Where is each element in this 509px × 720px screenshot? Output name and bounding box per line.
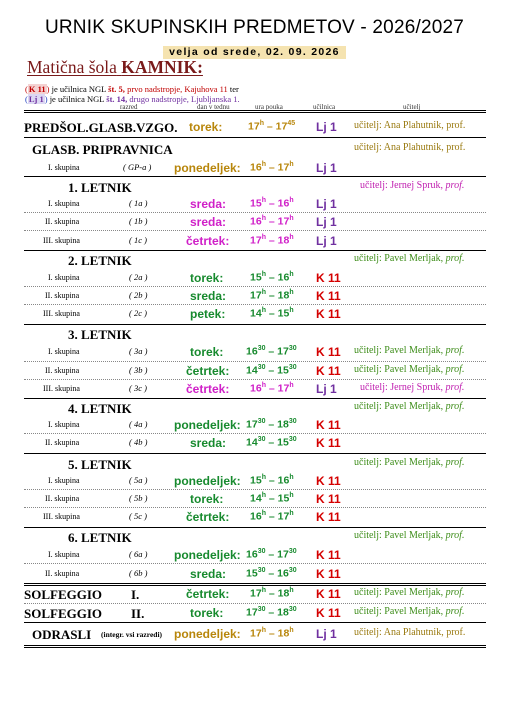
time: 16$^h$ – 17$^h$ <box>250 215 294 228</box>
day: ponedeljek: <box>174 474 241 488</box>
class-code: ( 3a ) <box>129 346 148 356</box>
day: petek: <box>190 307 226 321</box>
level: I. <box>131 587 140 602</box>
group: III. skupina <box>43 309 80 318</box>
teacher: učitelj: Jernej Spruk, prof. <box>360 180 465 191</box>
group: II. skupina <box>45 494 80 503</box>
location-note-k11: (K 11) je učilnica NGL št. 5, prvo nadstropje, Kajuhova 11 ter <box>25 84 239 94</box>
group: I. skupina <box>48 476 80 485</box>
time: 16$^h$ – 17$^h$ <box>250 161 294 174</box>
subject-name: PREDŠOL.GLASB.VZGO. <box>24 120 178 135</box>
class-code: ( GP-a ) <box>123 162 152 172</box>
section-title: 4. LETNIK <box>68 401 132 416</box>
time: 15$^h$ – 16$^h$ <box>250 271 294 284</box>
section-title: 6. LETNIK <box>68 530 132 545</box>
class-code: ( 1c ) <box>129 235 147 245</box>
time: $14^{30} - 15^{30}$ <box>246 364 297 377</box>
divider <box>24 137 486 138</box>
time: $16^{30} - 17^{30}$ <box>246 548 297 561</box>
class-code: ( 4b ) <box>129 437 148 447</box>
teacher: učitelj: Pavel Merljak, prof. <box>354 253 465 264</box>
class-code: ( 2b ) <box>129 290 148 300</box>
room: Lj 1 <box>316 161 337 175</box>
class-code: ( 5b ) <box>129 493 148 503</box>
time: 14$^h$ – 15$^h$ <box>250 492 294 505</box>
group: I. skupina <box>48 347 80 356</box>
teacher: učitelj: Ana Plahutnik, prof. <box>354 142 466 153</box>
day: sreda: <box>190 567 227 581</box>
day: torek: <box>190 345 224 359</box>
day: sreda: <box>190 289 227 303</box>
time: 17$^h$ – 18$^h$ <box>250 289 294 302</box>
day: torek: <box>189 120 223 134</box>
group: III. skupina <box>43 384 80 393</box>
room: K 11 <box>316 271 341 285</box>
time: $16^{30} - 17^{30}$ <box>246 345 297 358</box>
day: četrtek: <box>186 510 230 524</box>
col-header-day: dan v tednu <box>197 103 230 111</box>
section-title: GLASB. PRIPRAVNICA <box>32 142 173 157</box>
room: Lj 1 <box>316 627 337 641</box>
group: II. skupina <box>45 438 80 447</box>
day: ponedeljek: <box>174 161 241 175</box>
day: četrtek: <box>186 587 230 601</box>
teacher: učitelj: Pavel Merljak, prof. <box>354 457 465 468</box>
section-title: 2. LETNIK <box>68 253 132 268</box>
time: $17^h - 17^{45}$ <box>248 120 296 133</box>
room: K 11 <box>316 436 341 450</box>
time: $14^{30} - 15^{30}$ <box>246 436 297 449</box>
class-code: ( 5a ) <box>129 475 148 485</box>
school-heading: Matična šola KAMNIK: <box>27 57 203 77</box>
day: četrtek: <box>186 382 230 396</box>
validity-subtitle: velja od srede, 02. 09. 2026 <box>163 46 346 59</box>
day: ponedeljek: <box>174 418 241 432</box>
teacher: učitelj: Pavel Merljak, prof. <box>354 587 465 598</box>
teacher: učitelj: Pavel Merljak, prof. <box>354 606 465 617</box>
teacher: učitelj: Jernej Spruk, prof. <box>360 382 465 393</box>
class-code: ( 3b ) <box>129 365 148 375</box>
col-header-time: ura pouka <box>255 103 283 111</box>
section-title: 3. LETNIK <box>68 327 132 342</box>
group: II. skupina <box>45 217 80 226</box>
col-header-room: učilnica <box>313 103 336 111</box>
col-header-teacher: učitelj <box>403 103 421 111</box>
section-title: 1. LETNIK <box>68 180 132 195</box>
subject-name: SOLFEGGIO <box>24 606 103 621</box>
class-code: ( 5c ) <box>129 511 147 521</box>
room: K 11 <box>316 567 341 581</box>
day: ponedeljek: <box>174 548 241 562</box>
group: II. skupina <box>45 569 80 578</box>
subject-name: SOLFEGGIO <box>24 587 103 602</box>
room: K 11 <box>316 364 341 378</box>
day: sreda: <box>190 215 227 229</box>
subject-name: ODRASLI <box>32 627 92 642</box>
class-code: ( 2a ) <box>129 272 148 282</box>
time: 17$^h$ – 18$^h$ <box>250 627 294 640</box>
day: četrtek: <box>186 234 230 248</box>
divider <box>24 176 486 177</box>
page-title: URNIK SKUPINSKIH PREDMETOV - 2026/2027 <box>44 17 465 38</box>
time: $17^{30} - 18^{30}$ <box>246 606 297 619</box>
location-note-lj1: (Lj 1) je učilnica NGL št. 14, drugo nadstropje, Ljubljanska 1. <box>25 94 240 104</box>
group: I. skupina <box>48 550 80 559</box>
day: sreda: <box>190 436 227 450</box>
teacher: učitelj: Pavel Merljak, prof. <box>354 530 465 541</box>
room: Lj 1 <box>316 197 337 211</box>
group: I. skupina <box>48 420 80 429</box>
room: Lj 1 <box>316 382 337 396</box>
day: ponedeljek: <box>174 627 241 641</box>
room: Lj 1 <box>316 234 337 248</box>
teacher: učitelj: Ana Plahutnik, prof. <box>354 120 466 131</box>
day: sreda: <box>190 197 227 211</box>
class-code: ( 2c ) <box>129 308 147 318</box>
day: četrtek: <box>186 364 230 378</box>
day: torek: <box>190 271 224 285</box>
time: 16$^h$ – 17$^h$ <box>250 510 294 523</box>
room: K 11 <box>316 474 341 488</box>
class-code: ( 6b ) <box>129 568 148 578</box>
section-title: 5. LETNIK <box>68 457 132 472</box>
col-header-class: razred <box>120 103 138 111</box>
room: K 11 <box>316 492 341 506</box>
room: K 11 <box>316 548 341 562</box>
divider <box>24 110 486 113</box>
time: 16$^h$ – 17$^h$ <box>250 382 294 395</box>
class-code: ( 3c ) <box>129 383 147 393</box>
note: (integr. vsi razredi) <box>101 630 163 639</box>
teacher: učitelj: Pavel Merljak, prof. <box>354 364 465 375</box>
day: torek: <box>190 492 224 506</box>
time: $17^{30} - 18^{30}$ <box>246 418 297 431</box>
room: K 11 <box>316 307 341 321</box>
room: K 11 <box>316 289 341 303</box>
time: $15^{30} - 16^{30}$ <box>246 567 297 580</box>
time: 14$^h$ – 15$^h$ <box>250 307 294 320</box>
teacher: učitelj: Ana Plahutnik, prof. <box>354 627 466 638</box>
room: K 11 <box>316 587 341 601</box>
level: II. <box>131 606 145 621</box>
room: K 11 <box>316 606 341 620</box>
teacher: učitelj: Pavel Merljak, prof. <box>354 401 465 412</box>
group: II. skupina <box>45 366 80 375</box>
group: I. skupina <box>48 199 80 208</box>
class-code: ( 6a ) <box>129 549 148 559</box>
teacher: učitelj: Pavel Merljak, prof. <box>354 345 465 356</box>
room: K 11 <box>316 418 341 432</box>
class-code: ( 1b ) <box>129 216 148 226</box>
time: 17$^h$ – 18$^h$ <box>250 234 294 247</box>
room: Lj 1 <box>316 120 337 134</box>
group: III. skupina <box>43 512 80 521</box>
group: I. skupina <box>48 163 80 172</box>
room: K 11 <box>316 510 341 524</box>
class-code: ( 4a ) <box>129 419 148 429</box>
time: 15$^h$ – 16$^h$ <box>250 474 294 487</box>
day: torek: <box>190 606 224 620</box>
class-code: ( 1a ) <box>129 198 148 208</box>
room: K 11 <box>316 345 341 359</box>
group: II. skupina <box>45 291 80 300</box>
group: I. skupina <box>48 273 80 282</box>
room: Lj 1 <box>316 215 337 229</box>
time: 15$^h$ – 16$^h$ <box>250 197 294 210</box>
time: 17$^h$ – 18$^h$ <box>250 587 294 600</box>
group: III. skupina <box>43 236 80 245</box>
